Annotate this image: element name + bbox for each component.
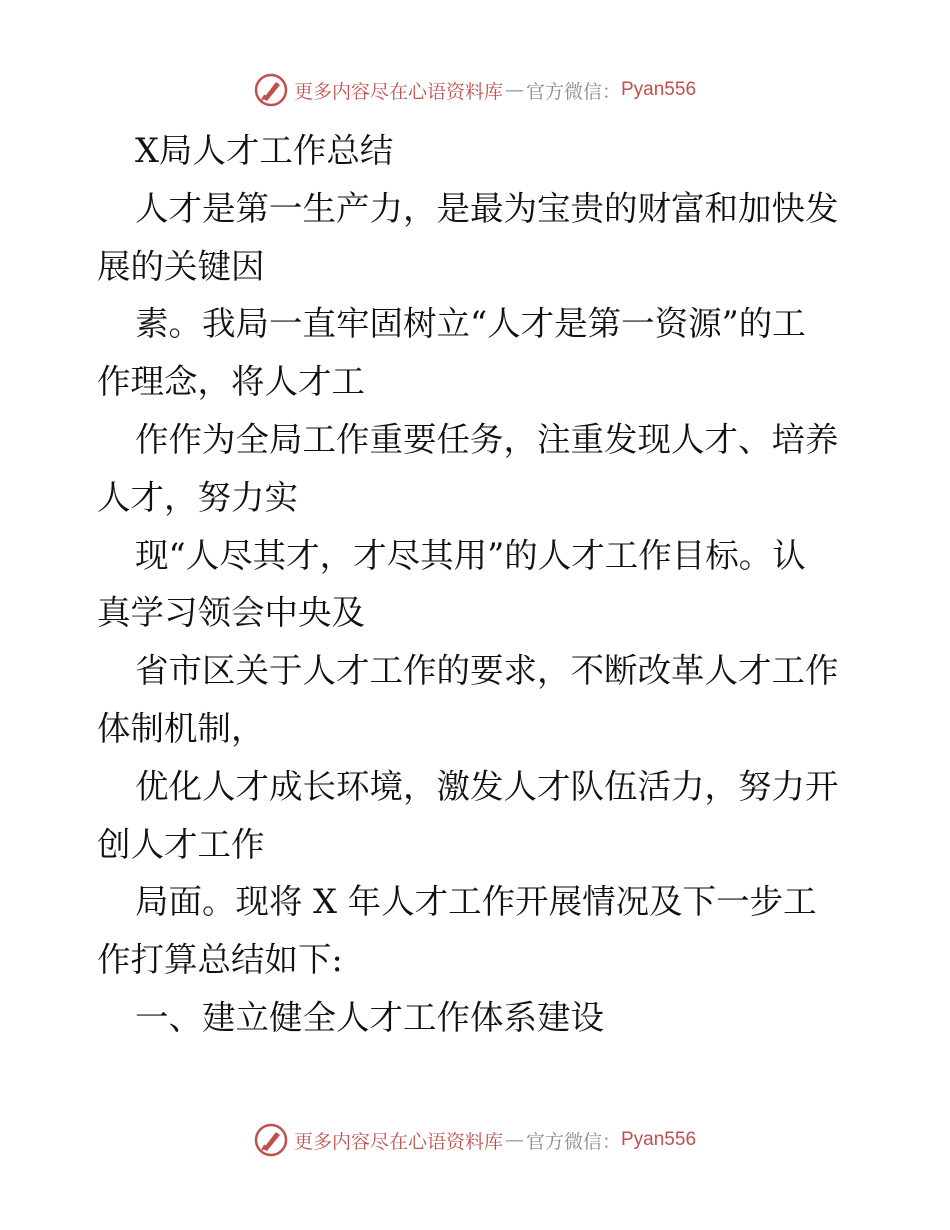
paragraph-line: 创人才工作 (97, 824, 265, 864)
paragraph-line: 人才，努力实 (97, 477, 298, 517)
document-body (97, 122, 857, 1047)
paragraph-line: 素。我局一直牢固树立“人才是第一资源”的工 (135, 304, 806, 344)
quill-logo-icon (254, 1123, 288, 1157)
header-watermark (0, 70, 950, 110)
paragraph-line: 真学习领会中央及 (97, 593, 365, 633)
paragraph-line: 作打算总结如下: (97, 940, 343, 980)
paragraph-line: 省市区关于人才工作的要求，不断改革人才工作 (135, 651, 839, 691)
watermark-wechat-id: Pyan556 (621, 79, 697, 100)
watermark-site-text: 更多内容尽在心语资料库 (293, 80, 503, 103)
paragraph-line: 作理念，将人才工 (97, 362, 365, 402)
paragraph-line: 局面。现将 X 年人才工作开展情况及下一步工 (135, 882, 817, 922)
paragraph-line: 体制机制， (97, 708, 265, 748)
quill-logo-icon (254, 73, 288, 107)
watermark-wechat-label: 官方微信： (525, 80, 621, 103)
footer-watermark (0, 1120, 950, 1160)
paragraph-line: 人才是第一生产力，是最为宝贵的财富和加快发 (135, 188, 839, 228)
watermark-separator: — (504, 79, 524, 101)
paragraph-line: 优化人才成长环境，激发人才队伍活力，努力开 (135, 766, 839, 806)
section-heading: 一、建立健全人才工作体系建设 (135, 997, 604, 1037)
watermark-wechat-id: Pyan556 (621, 1129, 697, 1150)
watermark-site-text: 更多内容尽在心语资料库 (293, 1130, 503, 1153)
paragraph-line: 作作为全局工作重要任务，注重发现人才、培养 (135, 419, 839, 459)
watermark-separator: — (504, 1129, 524, 1151)
watermark-wechat-label: 官方微信： (525, 1130, 621, 1153)
document-title: X局人才工作总结 (135, 131, 394, 170)
paragraph-line: 展的关键因 (97, 246, 265, 286)
paragraph-line: 现“人尽其才，才尽其用”的人才工作目标。认 (135, 535, 806, 575)
